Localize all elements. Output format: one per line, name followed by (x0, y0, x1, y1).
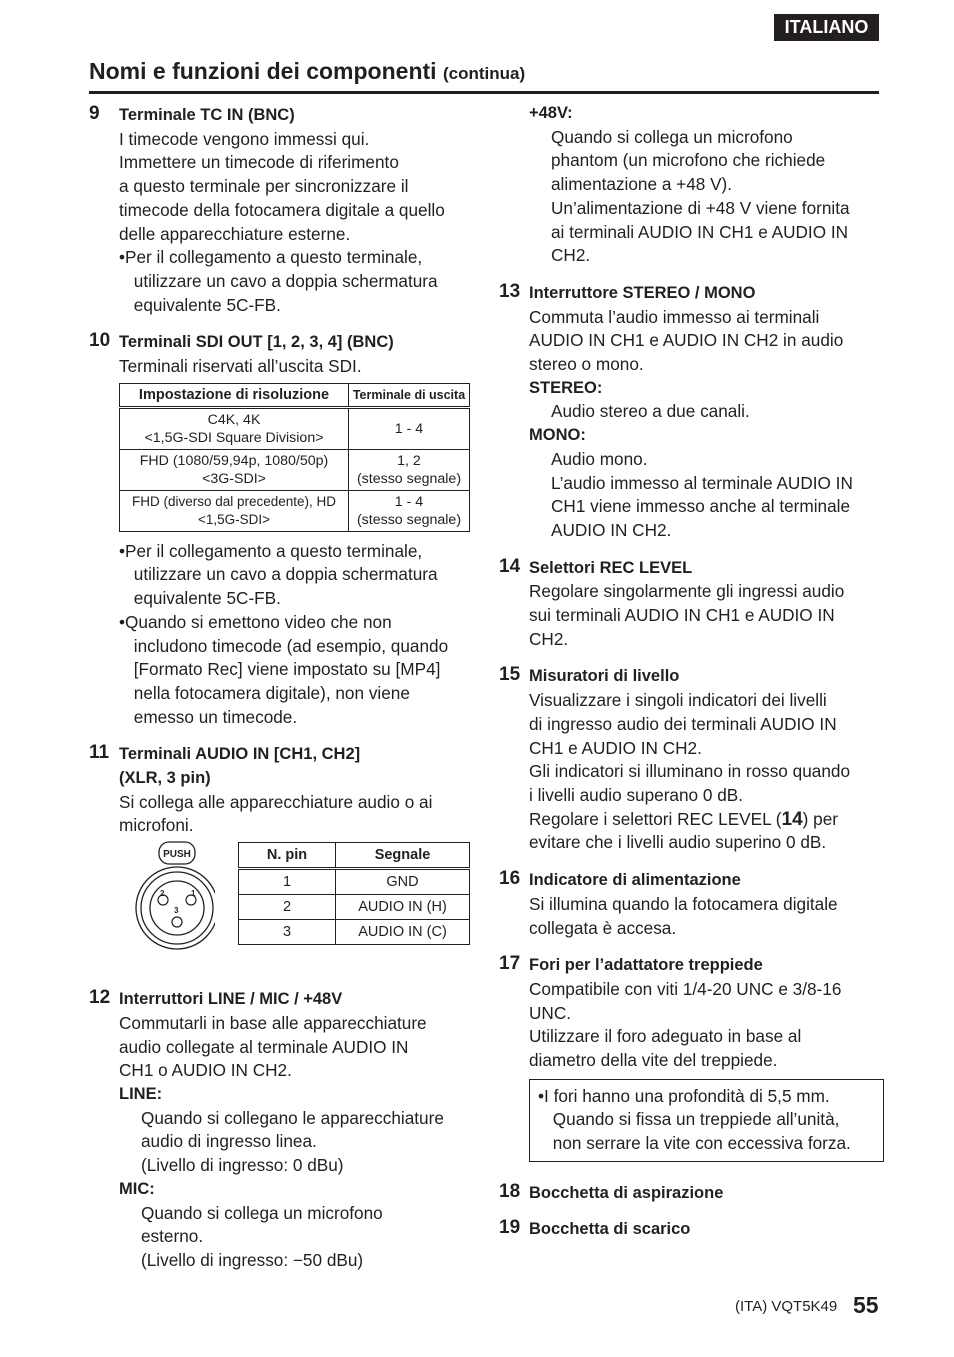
line: Commutarli in base alle apparecchiature (119, 1012, 427, 1033)
table-header: Impostazione di risoluzione (120, 383, 349, 407)
item-9 (89, 104, 474, 317)
line: sui terminali AUDIO IN CH1 e AUDIO IN (529, 605, 835, 626)
pin-1-label: 1 (191, 889, 196, 899)
line: Utilizzare il foro adeguato in base al (529, 1026, 802, 1047)
table-row: 2 AUDIO IN (H) (239, 895, 470, 920)
item-12-continued (499, 102, 884, 268)
line: I timecode vengono immessi qui. (119, 128, 370, 149)
item-number: 13 (499, 280, 521, 302)
line: phantom (un microfono che richiede (551, 150, 826, 171)
line: Immettere un timecode di riferimento (119, 152, 399, 173)
table-row: 3 AUDIO IN (C) (239, 920, 470, 945)
line: stereo o mono. (529, 354, 644, 375)
line: ai terminali AUDIO IN CH1 e AUDIO IN (551, 221, 849, 242)
line: Commuta l’audio immesso ai terminali (529, 306, 820, 327)
line: CH1 viene immesso anche al terminale (551, 496, 851, 517)
bullet-note: •Per il collegamento a questo terminale, utilizzare un cavo a doppia schermatura equivalente 5C-FB. (119, 247, 438, 315)
item-12 (89, 988, 474, 1272)
line: delle apparecchiature esterne. (119, 223, 351, 244)
item-heading: Indicatore di alimentazione (529, 871, 741, 890)
line: microfoni. (119, 815, 194, 836)
line: CH2. (529, 628, 569, 649)
table-header: Segnale (336, 843, 470, 869)
item-number: 19 (499, 1216, 521, 1238)
item-heading: Interruttori LINE / MIC / +48V (119, 990, 343, 1009)
page-number: 55 (853, 1292, 879, 1318)
title-rule (89, 91, 879, 94)
item-heading: Selettori REC LEVEL (529, 558, 693, 577)
line: esterno. (141, 1226, 204, 1247)
item-heading: Fori per l’adattatore treppiede (529, 956, 763, 975)
line: audio collegate al terminale AUDIO IN (119, 1036, 409, 1057)
line: Regolare i selettori REC LEVEL (14) per (529, 808, 838, 830)
line: (Livello di ingresso: 0 dBu) (141, 1155, 344, 1176)
right-column (499, 102, 884, 1255)
line: Un’alimentazione di +48 V viene fornita (551, 197, 850, 218)
line: di ingresso audio dei terminali AUDIO IN (529, 713, 837, 734)
item-heading: (XLR, 3 pin) (119, 769, 211, 788)
sub-label: MIC: (119, 1179, 155, 1198)
page-title: Nomi e funzioni dei componenti (continua) (89, 58, 526, 84)
pin-3-label: 3 (174, 906, 179, 916)
line: Quando si collega un microfono (141, 1202, 383, 1223)
item-heading: Terminali AUDIO IN [CH1, CH2] (119, 745, 361, 764)
line: diametro della vite del treppiede. (529, 1050, 778, 1071)
item-number: 11 (89, 742, 110, 764)
document-code: (ITA) VQT5K49 (735, 1298, 838, 1315)
line: CH1 e AUDIO IN CH2. (529, 737, 702, 758)
push-label: PUSH (163, 849, 191, 861)
item-heading: Misuratori di livello (529, 667, 680, 686)
item-11 (89, 743, 474, 958)
line: L’audio immesso al terminale AUDIO IN (551, 472, 853, 493)
line: audio di ingresso linea. (141, 1131, 317, 1152)
bullet-note: •Quando si emettono video che non includono timecode (ad esempio, quando [Formato Rec] viene impostato su [MP4] nella fotocamera digitale), non viene emesso un timecode. (119, 611, 449, 727)
sub-label: MONO: (529, 426, 586, 445)
line: Si illumina quando la fotocamera digitale (529, 893, 838, 914)
line: Terminali riservati all’uscita SDI. (119, 356, 362, 377)
line: Audio mono. (551, 448, 648, 469)
bullet-note: •Per il collegamento a questo terminale, utilizzare un cavo a doppia schermatura equivalente 5C-FB. (119, 540, 438, 609)
pin-2-label: 2 (160, 889, 165, 899)
item-14 (499, 557, 884, 652)
item-number: 18 (499, 1180, 521, 1202)
pin-table (238, 842, 470, 945)
item-number: 17 (499, 953, 521, 975)
item-reference: 14 (781, 808, 803, 830)
line: Compatibile con viti 1/4-20 UNC e 3/8-16 (529, 978, 842, 999)
line: AUDIO IN CH1 e AUDIO IN CH2 in audio (529, 330, 844, 351)
line: Audio stereo a due canali. (551, 401, 750, 422)
item-heading: Bocchetta di scarico (529, 1219, 691, 1238)
sub-label: STEREO: (529, 378, 603, 397)
left-column (89, 104, 474, 1287)
language-badge: ITALIANO (774, 14, 879, 41)
item-18 (499, 1182, 884, 1206)
table-row: C4K, 4K <1,5G-SDI Square Division> 1 - 4 (120, 407, 470, 449)
line: Regolare singolarmente gli ingressi audio (529, 581, 845, 602)
line: UNC. (529, 1002, 572, 1023)
item-number: 16 (499, 868, 521, 890)
line: a questo terminale per sincronizzare il (119, 176, 409, 197)
item-16 (499, 869, 884, 940)
line: Gli indicatori si illuminano in rosso quando (529, 761, 850, 782)
item-13 (499, 282, 884, 543)
item-heading: Bocchetta di aspirazione (529, 1183, 724, 1202)
table-row: 1 GND (239, 869, 470, 895)
item-heading: Interruttore STEREO / MONO (529, 283, 756, 302)
line: Quando si collegano le apparecchiature (141, 1107, 444, 1128)
line: Si collega alle apparecchiature audio o ai (119, 791, 433, 812)
line: evitare che i livelli audio superino 0 dB. (529, 832, 827, 853)
item-heading: Terminale TC IN (BNC) (119, 106, 295, 124)
table-header: Terminale di uscita (349, 383, 470, 407)
line: (Livello di ingresso: −50 dBu) (141, 1249, 364, 1270)
item-number: 14 (499, 555, 521, 577)
line: Visualizzare i singoli indicatori dei livelli (529, 690, 827, 711)
xlr-connector-diagram (135, 838, 215, 950)
table-row: FHD (1080/59,94p, 1080/50p) <3G-SDI> 1, 2 (stesso segnale) (120, 449, 470, 490)
item-number: 15 (499, 664, 521, 686)
item-15 (499, 665, 884, 855)
line: Quando si collega un microfono (551, 126, 793, 147)
table-row: FHD (diverso dal precedente), HD <1,5G-SDI> 1 - 4 (stesso segnale) (120, 490, 470, 531)
item-10 (89, 331, 474, 729)
line: alimentazione a +48 V). (551, 174, 733, 195)
line: CH2. (551, 245, 591, 266)
line: collegata è accesa. (529, 917, 677, 938)
resolution-table (119, 383, 470, 532)
note-box: •I fori hanno una profondità di 5,5 mm. Quando si fissa un treppiede all’unità, non serrare la vite con eccessiva forza. (529, 1079, 884, 1162)
item-number: 10 (89, 330, 111, 352)
line: AUDIO IN CH2. (551, 519, 672, 540)
line: i livelli audio superano 0 dB. (529, 784, 744, 805)
item-heading: Terminali SDI OUT [1, 2, 3, 4] (BNC) (119, 333, 394, 352)
line: CH1 o AUDIO IN CH2. (119, 1060, 292, 1081)
line: timecode della fotocamera digitale a quello (119, 199, 445, 220)
sub-label: LINE: (119, 1084, 163, 1103)
item-number: 12 (89, 987, 111, 1009)
item-17 (499, 954, 884, 1162)
title-suffix: (continua) (442, 64, 526, 83)
sub-label: +48V: (529, 104, 573, 122)
table-header: N. pin (239, 843, 336, 869)
item-number: 9 (89, 103, 100, 124)
item-19 (499, 1218, 884, 1242)
